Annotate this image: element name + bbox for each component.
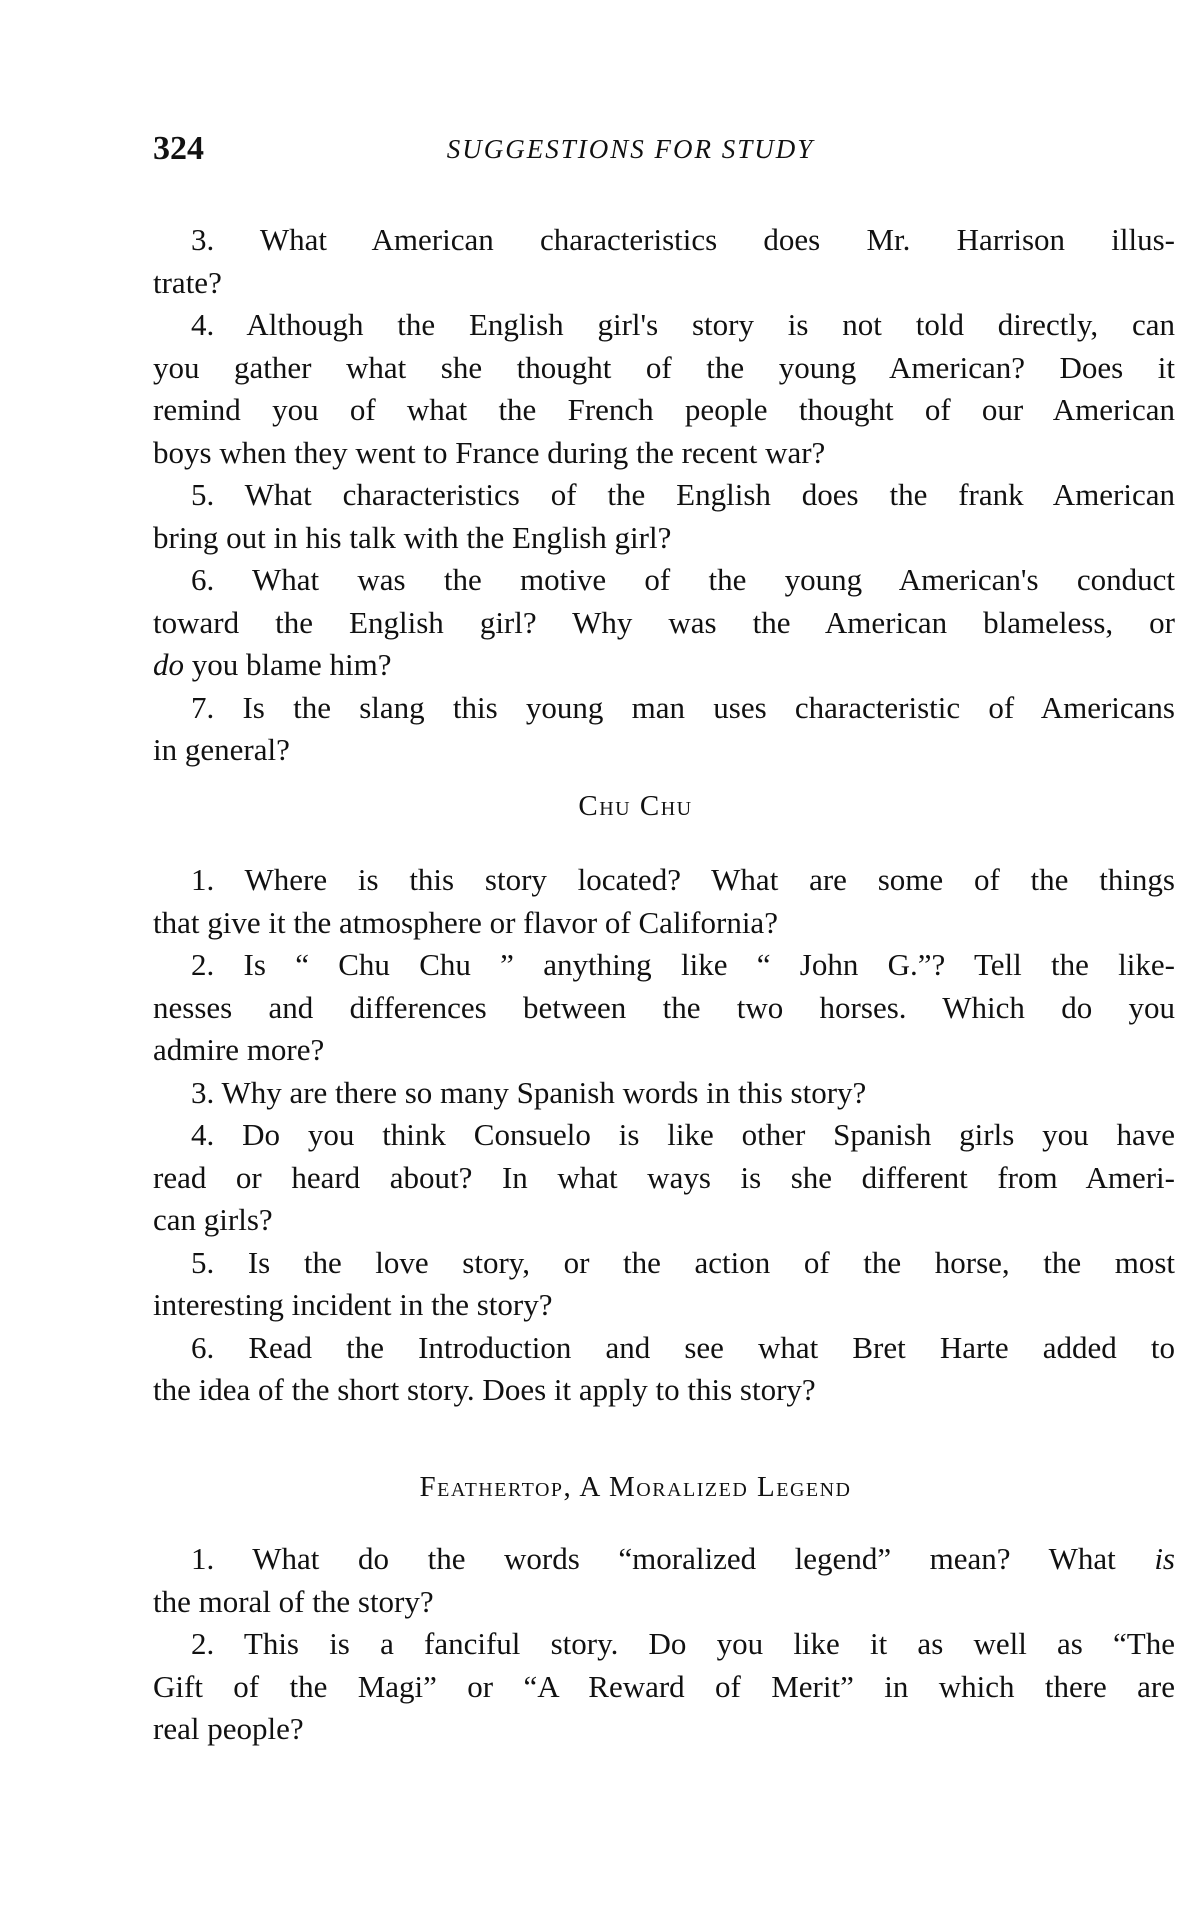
text-line: 3. What American characteristics does Mr. Harrison illus- <box>191 222 1175 257</box>
italic-word: do <box>153 647 184 682</box>
text-segment: 1. What do the words “moralized legend” mean? What <box>191 1541 1155 1576</box>
text-line: interesting incident in the story? <box>153 1287 553 1322</box>
text-line: 2. This is a fanciful story. Do you like it as well as “The <box>191 1626 1175 1661</box>
section-heading-chu-chu: Chu Chu <box>578 790 693 822</box>
text-line: admire more? <box>153 1032 325 1067</box>
text-line: the idea of the short story. Does it apply to this story? <box>153 1372 816 1407</box>
text-line: bring out in his talk with the English girl? <box>153 519 672 555</box>
text-line: boys when they went to France during the recent war? <box>153 434 826 470</box>
text-line: read or heard about? In what ways is she different from Ameri- <box>153 1159 1175 1195</box>
text-line: in general? <box>153 732 290 767</box>
text-line: 1. Where is this story located? What are some of the things <box>191 862 1175 897</box>
text-line: that give it the atmosphere or flavor of California? <box>153 904 778 940</box>
text-line: Gift of the Magi” or “A Reward of Merit” in which there are <box>153 1668 1175 1704</box>
section-heading-feathertop: Feathertop, A Moralized Legend <box>419 1471 852 1503</box>
text-line: can girls? <box>153 1202 273 1237</box>
text-line: you gather what she thought of the young American? Does it <box>153 349 1175 385</box>
text-line: remind you of what the French people thought of our American <box>153 392 1175 427</box>
text-line: real people? <box>153 1711 304 1746</box>
text-segment: you blame him? <box>184 647 392 682</box>
text-line: 5. What characteristics of the English does the frank American <box>191 477 1175 512</box>
text-line: 3. Why are there so many Spanish words in this story? <box>191 1074 867 1110</box>
page-number: 324 <box>153 130 204 167</box>
text-line: 6. Read the Introduction and see what Bret Harte added to <box>191 1329 1175 1365</box>
text-line: 4. Do you think Consuelo is like other Spanish girls you have <box>191 1117 1175 1152</box>
section-2-questions <box>153 859 1175 1412</box>
text-line: 4. Although the English girl's story is not told directly, can <box>191 307 1175 342</box>
running-head: SUGGESTIONS FOR STUDY <box>446 134 815 164</box>
italic-word: is <box>1154 1541 1175 1576</box>
text-line: nesses and differences between the two horses. Which do you <box>153 989 1175 1025</box>
text-line: 7. Is the slang this young man uses characteristic of Americans <box>191 689 1175 725</box>
text-line: trate? <box>153 264 222 300</box>
text-line: 2. Is “ Chu Chu ” anything like “ John G.”? Tell the like- <box>191 947 1175 982</box>
section-1-questions <box>153 219 1175 772</box>
text-line: 6. What was the motive of the young American's conduct <box>191 562 1175 597</box>
text-line: toward the English girl? Why was the American blameless, or <box>153 604 1175 640</box>
text-line <box>153 644 1175 687</box>
text-line <box>153 1538 1175 1581</box>
text-line: the moral of the story? <box>153 1583 434 1619</box>
text-line: 5. Is the love story, or the action of the horse, the most <box>191 1244 1175 1280</box>
section-3-questions <box>153 1538 1175 1751</box>
